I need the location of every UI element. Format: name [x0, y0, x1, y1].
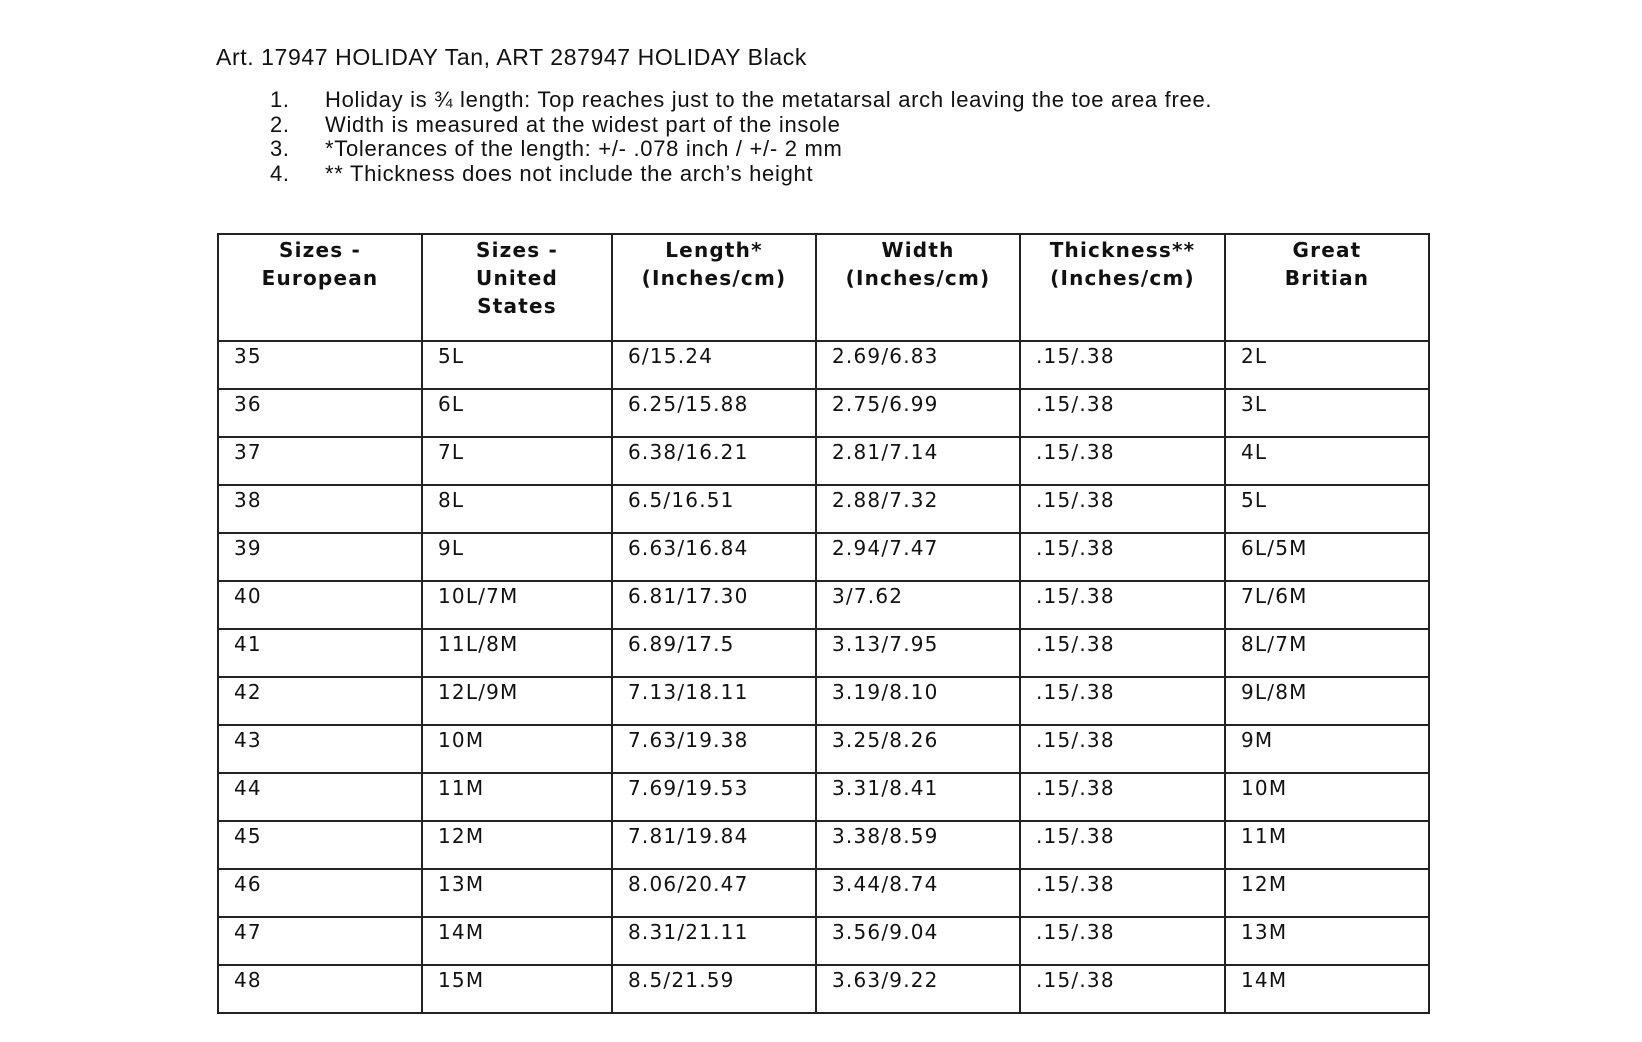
- note-item: [270, 162, 1212, 187]
- note-item: [270, 113, 1212, 138]
- table-row: [218, 821, 1429, 869]
- note-number: 1.: [270, 87, 290, 112]
- cell-length: 8.06/20.47: [612, 869, 816, 917]
- cell-width: 3.38/8.59: [816, 821, 1020, 869]
- cell-european: 45: [218, 821, 422, 869]
- cell-european: 46: [218, 869, 422, 917]
- table-body: [218, 341, 1429, 1013]
- cell-length: 6.63/16.84: [612, 533, 816, 581]
- cell-thickness: .15/.38: [1020, 821, 1225, 869]
- cell-us: 6L: [422, 389, 612, 437]
- header-great-britain: Great Britian: [1225, 234, 1429, 341]
- table-row: [218, 341, 1429, 389]
- header-length: Length* (Inches/cm): [612, 234, 816, 341]
- cell-us: 11L/8M: [422, 629, 612, 677]
- cell-european: 36: [218, 389, 422, 437]
- cell-us: 15M: [422, 965, 612, 1013]
- cell-great-britain: 4L: [1225, 437, 1429, 485]
- table-row: [218, 389, 1429, 437]
- cell-us: 12M: [422, 821, 612, 869]
- cell-european: 42: [218, 677, 422, 725]
- cell-great-britain: 9L/8M: [1225, 677, 1429, 725]
- cell-great-britain: 5L: [1225, 485, 1429, 533]
- cell-us: 8L: [422, 485, 612, 533]
- header-united-states: Sizes - United States: [422, 234, 612, 341]
- table-header-row: [218, 234, 1429, 341]
- cell-great-britain: 7L/6M: [1225, 581, 1429, 629]
- table-row: [218, 725, 1429, 773]
- cell-us: 10M: [422, 725, 612, 773]
- cell-thickness: .15/.38: [1020, 629, 1225, 677]
- cell-length: 7.13/18.11: [612, 677, 816, 725]
- note-text: Width is measured at the widest part of the insole: [325, 111, 841, 137]
- cell-great-britain: 14M: [1225, 965, 1429, 1013]
- notes-list: [270, 88, 1212, 186]
- header-european: Sizes - European: [218, 234, 422, 341]
- note-text: Holiday is ¾ length: Top reaches just to the metatarsal arch leaving the toe area free.: [325, 87, 1213, 112]
- cell-us: 5L: [422, 341, 612, 389]
- cell-thickness: .15/.38: [1020, 581, 1225, 629]
- cell-length: 8.5/21.59: [612, 965, 816, 1013]
- cell-width: 2.75/6.99: [816, 389, 1020, 437]
- cell-width: 3.19/8.10: [816, 677, 1020, 725]
- cell-thickness: .15/.38: [1020, 389, 1225, 437]
- header-width: Width (Inches/cm): [816, 234, 1020, 341]
- cell-width: 2.69/6.83: [816, 341, 1020, 389]
- cell-thickness: .15/.38: [1020, 485, 1225, 533]
- cell-width: 3.44/8.74: [816, 869, 1020, 917]
- cell-width: 2.81/7.14: [816, 437, 1020, 485]
- cell-us: 7L: [422, 437, 612, 485]
- cell-width: 3.56/9.04: [816, 917, 1020, 965]
- table-row: [218, 437, 1429, 485]
- page-title: Art. 17947 HOLIDAY Tan, ART 287947 HOLIDAY Black: [216, 44, 807, 70]
- cell-thickness: .15/.38: [1020, 341, 1225, 389]
- cell-length: 7.63/19.38: [612, 725, 816, 773]
- cell-thickness: .15/.38: [1020, 677, 1225, 725]
- cell-great-britain: 13M: [1225, 917, 1429, 965]
- cell-thickness: .15/.38: [1020, 437, 1225, 485]
- cell-thickness: .15/.38: [1020, 533, 1225, 581]
- cell-length: 6.89/17.5: [612, 629, 816, 677]
- table-row: [218, 773, 1429, 821]
- cell-great-britain: 2L: [1225, 341, 1429, 389]
- table-row: [218, 533, 1429, 581]
- cell-length: 6.81/17.30: [612, 581, 816, 629]
- table-row: [218, 485, 1429, 533]
- table-row: [218, 629, 1429, 677]
- cell-length: 6.38/16.21: [612, 437, 816, 485]
- cell-length: 6.25/15.88: [612, 389, 816, 437]
- cell-length: 6/15.24: [612, 341, 816, 389]
- table-row: [218, 917, 1429, 965]
- cell-us: 9L: [422, 533, 612, 581]
- cell-european: 37: [218, 437, 422, 485]
- size-table: [217, 233, 1430, 1014]
- note-number: 2.: [270, 111, 290, 137]
- cell-thickness: .15/.38: [1020, 965, 1225, 1013]
- note-item: [270, 137, 1212, 162]
- cell-great-britain: 10M: [1225, 773, 1429, 821]
- cell-great-britain: 6L/5M: [1225, 533, 1429, 581]
- cell-us: 12L/9M: [422, 677, 612, 725]
- cell-european: 47: [218, 917, 422, 965]
- cell-great-britain: 8L/7M: [1225, 629, 1429, 677]
- cell-european: 39: [218, 533, 422, 581]
- cell-european: 43: [218, 725, 422, 773]
- cell-length: 6.5/16.51: [612, 485, 816, 533]
- cell-great-britain: 3L: [1225, 389, 1429, 437]
- header-thickness: Thickness** (Inches/cm): [1020, 234, 1225, 341]
- table-row: [218, 581, 1429, 629]
- cell-european: 38: [218, 485, 422, 533]
- note-item: [270, 88, 1212, 113]
- cell-european: 41: [218, 629, 422, 677]
- note-text: *Tolerances of the length: +/- .078 inch / +/- 2 mm: [325, 136, 843, 161]
- cell-us: 13M: [422, 869, 612, 917]
- cell-us: 14M: [422, 917, 612, 965]
- cell-length: 7.69/19.53: [612, 773, 816, 821]
- cell-thickness: .15/.38: [1020, 773, 1225, 821]
- cell-length: 8.31/21.11: [612, 917, 816, 965]
- cell-width: 3.63/9.22: [816, 965, 1020, 1013]
- cell-us: 11M: [422, 773, 612, 821]
- cell-width: 3/7.62: [816, 581, 1020, 629]
- note-number: 4.: [270, 160, 290, 186]
- table-row: [218, 677, 1429, 725]
- note-number: 3.: [270, 136, 290, 161]
- cell-width: 3.25/8.26: [816, 725, 1020, 773]
- cell-great-britain: 11M: [1225, 821, 1429, 869]
- cell-width: 2.94/7.47: [816, 533, 1020, 581]
- cell-european: 40: [218, 581, 422, 629]
- cell-european: 48: [218, 965, 422, 1013]
- cell-european: 44: [218, 773, 422, 821]
- note-text: ** Thickness does not include the arch’s height: [325, 160, 814, 186]
- cell-width: 2.88/7.32: [816, 485, 1020, 533]
- cell-width: 3.13/7.95: [816, 629, 1020, 677]
- cell-great-britain: 9M: [1225, 725, 1429, 773]
- table-row: [218, 869, 1429, 917]
- cell-us: 10L/7M: [422, 581, 612, 629]
- cell-great-britain: 12M: [1225, 869, 1429, 917]
- cell-length: 7.81/19.84: [612, 821, 816, 869]
- cell-thickness: .15/.38: [1020, 725, 1225, 773]
- cell-width: 3.31/8.41: [816, 773, 1020, 821]
- table-row: [218, 965, 1429, 1013]
- cell-thickness: .15/.38: [1020, 917, 1225, 965]
- cell-european: 35: [218, 341, 422, 389]
- cell-thickness: .15/.38: [1020, 869, 1225, 917]
